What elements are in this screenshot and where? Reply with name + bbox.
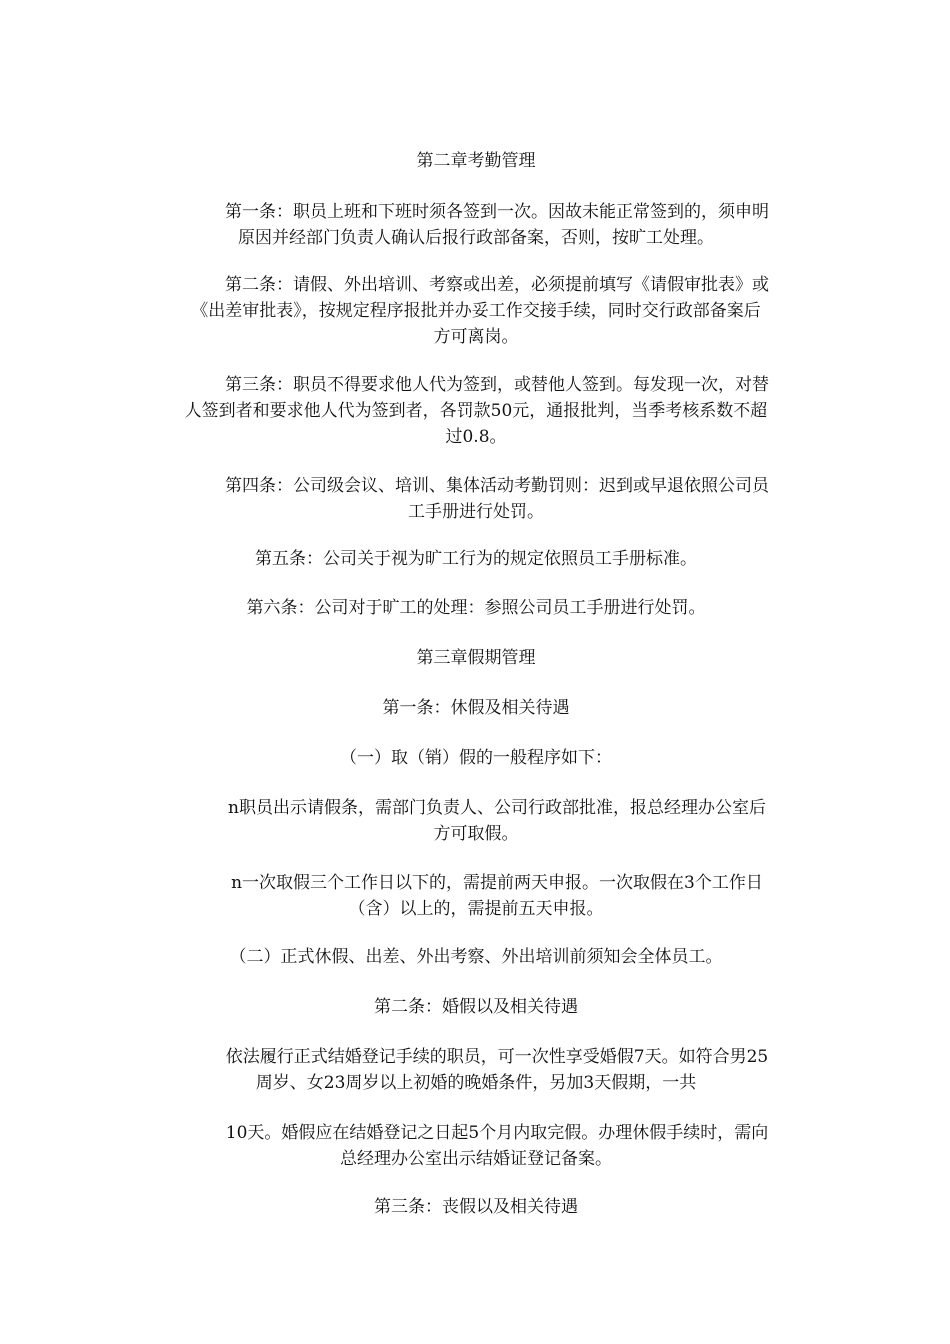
paragraph-line: （含）以上的，需提前五天申报。 [348,899,604,919]
paragraph-line: 过0.8。 [445,427,507,447]
paragraph-line: 原因并经部门负责人确认后报行政部备案，否则，按旷工处理。 [238,228,714,248]
paragraph-line: 《出差审批表》，按规定程序报批并办妥工作交接手续，同时交行政部备案后 [191,301,761,321]
paragraph-line: 方可取假。 [433,824,519,844]
paragraph-line: 工手册进行处罚。 [408,502,544,522]
paragraph-line: 方可离岗。 [433,327,519,347]
chapter-2-article-6: 第六条：公司对于旷工的处理：参照公司员工手册进行处罚。 [246,598,706,618]
paragraph-line: 周岁、女23周岁以上初婚的晚婚条件，另加3天假期，一共 [255,1073,697,1093]
paragraph-line: 第二条：请假、外出培训、考察或出差，必须提前填写《请假审批表》或 [225,275,769,295]
paragraph-line: 第四条：公司级会议、培训、集体活动考勤罚则：迟到或早退依照公司员 [225,476,769,496]
chapter-3-article-2-title: 第二条：婚假以及相关待遇 [374,997,578,1017]
paragraph-line: 第三条：职员不得要求他人代为签到，或替他人签到。每发现一次，对替 [225,375,769,395]
procedure-heading: （一）取（销）假的一般程序如下： [340,748,612,768]
document-page [140,0,812,1344]
chapter-3-heading: 第三章假期管理 [416,648,536,668]
chapter-3-article-3-title: 第三条：丧假以及相关待遇 [374,1197,578,1217]
paragraph-line: n职员出示请假条，需部门负责人、公司行政部批准，报总经理办公室后 [228,798,766,818]
notice-rule: （二）正式休假、出差、外出考察、外出培训前须知会全体员工。 [229,947,723,967]
paragraph-line: n一次取假三个工作日以下的，需提前两天申报。一次取假在3个工作日 [231,873,763,893]
chapter-3-article-1-title: 第一条：休假及相关待遇 [382,698,570,718]
paragraph-line: 总经理办公室出示结婚证登记备案。 [340,1149,612,1169]
chapter-2-article-5: 第五条：公司关于视为旷工行为的规定依照员工手册标准。 [255,549,697,569]
paragraph-line: 依法履行正式结婚登记手续的职员，可一次性享受婚假7天。如符合男25 [225,1047,769,1067]
chapter-2-heading: 第二章考勤管理 [416,151,536,171]
paragraph-line: 10天。婚假应在结婚登记之日起5个月内取完假。办理休假手续时，需向 [225,1123,769,1143]
paragraph-line: 人签到者和要求他人代为签到者，各罚款50元，通报批判，当季考核系数不超 [184,401,768,421]
paragraph-line: 第一条：职员上班和下班时须各签到一次。因故未能正常签到的，须申明 [225,202,769,222]
